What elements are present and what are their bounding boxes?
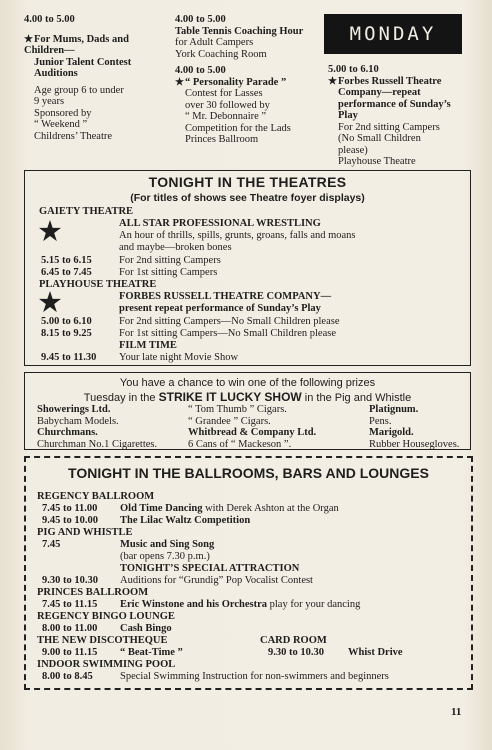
prizes-intro: You have a chance to win one of the following prizes <box>119 377 376 389</box>
page-number: 11 <box>451 706 462 718</box>
event-text: For 1st sitting Campers <box>119 267 218 278</box>
event-line: (No Small Children <box>338 133 421 144</box>
prizes-box <box>24 372 471 450</box>
event-text: Special Swimming Instruction for non-swimmers and beginners <box>120 671 389 682</box>
event-title: FILM TIME <box>119 340 177 351</box>
show-title: STRIKE IT LUCKY SHOW <box>158 390 302 404</box>
event-time: 4.00 to 5.00 <box>175 65 226 76</box>
event-line: Childrens’ Theatre <box>34 130 113 142</box>
event-line: for Adult Campers <box>175 37 254 48</box>
prizes-intro: Tuesday in the <box>83 392 156 404</box>
event-line: Playhouse Theatre <box>338 156 416 167</box>
section-heading: TONIGHT IN THE BALLROOMS, BARS AND LOUNGES <box>68 465 429 481</box>
ballrooms-box <box>24 456 473 690</box>
event-desc: and maybe—broken bones <box>119 242 232 253</box>
event-time: 9.45 to 11.30 <box>41 352 97 363</box>
prize-sponsor: Showerings Ltd. <box>37 404 111 415</box>
event-time: 8.15 to 9.25 <box>41 328 92 339</box>
event-line: Contest for Lasses <box>185 88 263 99</box>
event-title: “ Personality Parade ” <box>185 76 287 88</box>
event-subtitle: Junior Talent Contest Auditions <box>34 56 132 79</box>
event-text: For 2nd sitting Campers—No Small Children please <box>119 316 340 327</box>
event-time: 9.30 to 10.30 <box>42 575 98 586</box>
event-text: Auditions for “Grundig” Pop Vocalist Contest <box>120 575 313 586</box>
event-title: “ Beat-Time ” <box>120 647 183 658</box>
event-title: Table Tennis Coaching Hour <box>175 25 304 37</box>
star-icon <box>24 34 34 46</box>
venue-name: REGENCY BALLROOM <box>37 491 155 502</box>
event-time: 7.45 <box>42 539 61 550</box>
column-monday <box>328 14 478 168</box>
column-junior-talent <box>24 14 164 142</box>
star-icon <box>39 291 61 317</box>
event-desc: An hour of thrills, spills, grunts, groans, falls and moans <box>119 230 356 241</box>
venue-name: GAIETY THEATRE <box>39 206 134 217</box>
prize-sponsor: Whitbread & Company Ltd. <box>188 427 317 438</box>
event-title: Cash Bingo <box>120 623 172 634</box>
venue-name: PRINCES BALLROOM <box>37 587 149 598</box>
prize-column <box>369 404 459 450</box>
event-text: For 1st sitting Campers—No Small Children please <box>119 328 336 339</box>
event-time: 7.45 to 11.15 <box>42 599 98 610</box>
event-line: Sponsored by <box>34 107 92 119</box>
event-time: 9.45 to 10.00 <box>42 515 98 526</box>
event-text: Your late night Movie Show <box>119 352 239 363</box>
venue-name: PIG AND WHISTLE <box>37 527 133 538</box>
event-time: 5.15 to 6.15 <box>41 255 92 266</box>
event-title: For Mums, Dads and Children— <box>24 33 129 56</box>
star-icon <box>39 220 61 246</box>
day-banner: MONDAY <box>324 14 462 54</box>
event-time: 9.00 to 11.15 <box>42 647 98 658</box>
event-text: For 2nd sitting Campers <box>119 255 221 266</box>
venue-name: PLAYHOUSE THEATRE <box>39 279 157 290</box>
prize-item: “ Tom Thumb ” Cigars. <box>188 404 287 415</box>
column-coaching-parade <box>175 14 320 146</box>
prize-item: Churchman No.1 Cigarettes. <box>37 438 158 450</box>
prize-sponsor: Marigold. <box>369 427 414 438</box>
venue-name: INDOOR SWIMMING POOL <box>37 659 176 670</box>
event-title: Forbes Russell Theatre Company—repeat performance of Sunday’s Play <box>338 75 451 121</box>
event-time: 9.30 to 10.30 <box>268 647 324 658</box>
event-time: 7.45 to 11.00 <box>42 503 98 514</box>
event-title: Music and Sing Song <box>120 539 215 550</box>
section-subheading: (For titles of shows see Theatre foyer displays) <box>130 192 365 204</box>
event-title: present repeat performance of Sunday’s Play <box>119 303 321 314</box>
event-text: with Derek Ashton at the Organ <box>205 503 339 514</box>
event-line: Princes Ballroom <box>185 134 259 145</box>
event-line: York Coaching Room <box>175 48 267 60</box>
venue-name: CARD ROOM <box>260 635 327 646</box>
event-line: Age group 6 to under <box>34 84 124 96</box>
star-icon <box>175 77 185 89</box>
event-title: The Lilac Waltz Competition <box>120 515 251 526</box>
event-text: play for your dancing <box>269 599 361 610</box>
event-title: Eric Winstone and his Orchestra <box>120 599 268 610</box>
prize-item: Babycham Models. <box>37 415 119 427</box>
event-time: 4.00 to 5.00 <box>24 14 75 25</box>
star-icon <box>328 76 338 122</box>
venue-name: REGENCY BINGO LOUNGE <box>37 611 175 622</box>
prize-item: Pens. <box>369 415 392 427</box>
prize-item: “ Grandee ” Cigars. <box>188 415 271 427</box>
event-line: “ Mr. Debonnaire ” <box>185 111 267 122</box>
event-title: Whist Drive <box>348 647 403 658</box>
theatres-box <box>24 170 471 366</box>
event-line: please) <box>338 144 368 156</box>
prize-item: 6 Cans of “ Mackeson ”. <box>188 438 292 450</box>
event-time: 5.00 to 6.10 <box>41 316 92 327</box>
event-title: ALL STAR PROFESSIONAL WRESTLING <box>119 218 321 229</box>
event-line: 9 years <box>34 96 65 107</box>
event-line: “ Weekend ” <box>34 119 88 130</box>
event-title: FORBES RUSSELL THEATRE COMPANY— <box>119 291 332 302</box>
prize-column <box>37 404 157 450</box>
event-title: Old Time Dancing <box>120 503 203 514</box>
event-time: 8.00 to 8.45 <box>42 671 93 682</box>
prize-sponsor: Platignum. <box>369 404 419 415</box>
venue-name: THE NEW DISCOTHEQUE <box>37 635 168 646</box>
event-line: over 30 followed by <box>185 99 270 111</box>
prizes-intro: in the Pig and Whistle <box>304 392 412 404</box>
event-time: 6.45 to 7.45 <box>41 267 92 278</box>
prize-item: Rubber Housegloves. <box>369 438 460 450</box>
event-title: TONIGHT’S SPECIAL ATTRACTION <box>120 563 300 574</box>
prize-sponsor: Churchmans. <box>37 427 98 438</box>
event-line: For 2nd sitting Campers <box>338 121 440 133</box>
event-time: 5.00 to 6.10 <box>328 64 379 75</box>
event-note: (bar opens 7.30 p.m.) <box>120 551 210 562</box>
section-heading: TONIGHT IN THE THEATRES <box>148 174 347 190</box>
event-time: 8.00 to 11.00 <box>42 623 98 634</box>
event-time: 4.00 to 5.00 <box>175 14 226 25</box>
prize-column <box>188 404 316 450</box>
event-line: Competition for the Lads <box>185 122 291 134</box>
